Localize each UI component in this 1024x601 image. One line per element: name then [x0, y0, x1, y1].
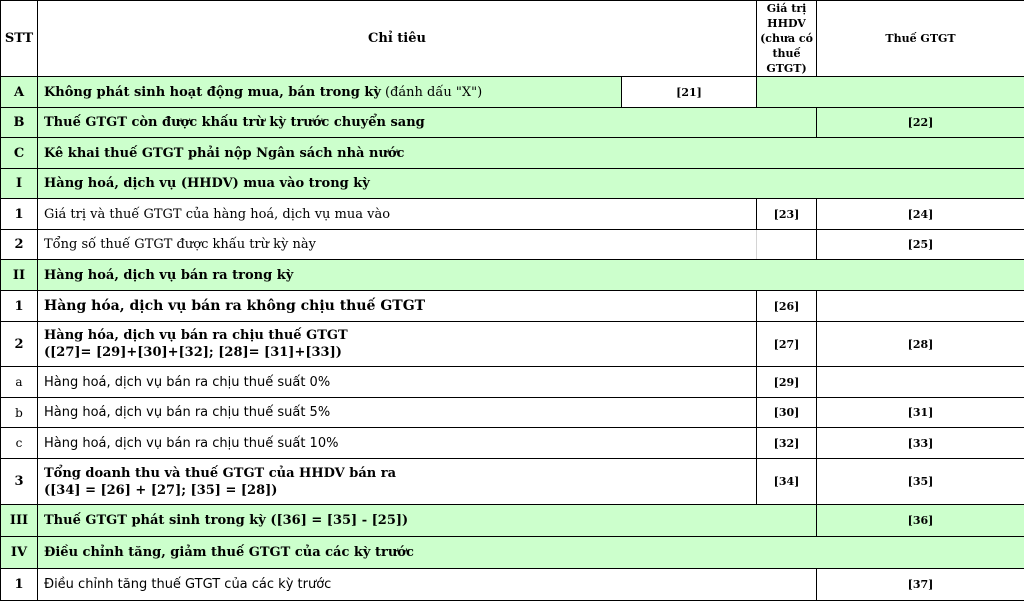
row-iic-label: Hàng hoá, dịch vụ bán ra chịu thuế suất 10% [38, 428, 757, 459]
row-i1-stt: 1 [1, 199, 38, 230]
row-i2-code2: [25] [908, 238, 934, 251]
row-ii2-label [38, 322, 757, 367]
row-iv1-stt: 1 [1, 569, 38, 601]
row-ii1-code1-cell[interactable] [757, 291, 817, 322]
row-ii2-code1-cell[interactable] [757, 322, 817, 367]
row-ii1-empty [817, 291, 1024, 322]
row-iv1-code2: [37] [908, 578, 934, 591]
row-i2-code2-cell[interactable] [817, 230, 1024, 260]
row-ii3-code1-cell[interactable] [757, 459, 817, 505]
row-i1-code2: [24] [908, 208, 934, 221]
row-iib [1, 398, 1024, 428]
row-ii-stt: II [1, 260, 38, 291]
row-iib-code1-cell[interactable] [757, 398, 817, 428]
row-iia [1, 367, 1024, 398]
row-b [1, 108, 1024, 138]
row-iic-stt: c [1, 428, 38, 459]
header-stt: STT [1, 1, 38, 77]
row-ii3-code1: [34] [774, 475, 800, 488]
row-iv-stt: IV [1, 537, 38, 569]
row-iib-code2: [31] [908, 406, 934, 419]
row-b-stt: B [1, 108, 38, 138]
row-iic-code2-cell[interactable] [817, 428, 1024, 459]
row-a [1, 77, 1024, 108]
row-a-empty [757, 77, 1024, 108]
row-ii3-code2: [35] [908, 475, 934, 488]
row-iv [1, 537, 1024, 569]
row-c [1, 138, 1024, 169]
row-b-code: [22] [908, 116, 934, 129]
row-ii1-label: Hàng hóa, dịch vụ bán ra không chịu thuế GTGT [38, 291, 757, 322]
row-b-label: Thuế GTGT còn được khấu trừ kỳ trước chuyển sang [38, 108, 817, 138]
row-iv1-label: Điều chỉnh tăng thuế GTGT của các kỳ trước [38, 569, 817, 601]
row-iic-code2: [33] [908, 437, 934, 450]
row-iv-label: Điều chỉnh tăng, giảm thuế GTGT của các kỳ trước [38, 537, 1024, 569]
row-ii2-line2: ([27]= [29]+[30]+[32]; [28]= [31]+[33]) [44, 344, 756, 361]
header-chi-tieu: Chỉ tiêu [38, 1, 757, 77]
row-iib-code2-cell[interactable] [817, 398, 1024, 428]
row-ii1-stt: 1 [1, 291, 38, 322]
row-iii-label: Thuế GTGT phát sinh trong kỳ ([36] = [35] - [25]) [38, 505, 817, 537]
row-iii-code2: [36] [908, 514, 934, 527]
row-ii3-code2-cell[interactable] [817, 459, 1024, 505]
row-i1-code1: [23] [774, 208, 800, 221]
row-iii-stt: III [1, 505, 38, 537]
row-a-code-cell[interactable] [622, 77, 757, 108]
row-iib-stt: b [1, 398, 38, 428]
row-i1-code1-cell[interactable] [757, 199, 817, 230]
row-c-label: Kê khai thuế GTGT phải nộp Ngân sách nhà nước [38, 138, 1024, 169]
row-iia-code1: [29] [774, 376, 800, 389]
row-ii1-code1: [26] [774, 300, 800, 313]
row-a-label-bold: Không phát sinh hoạt động mua, bán trong kỳ [44, 85, 381, 100]
row-ii3-stt: 3 [1, 459, 38, 505]
row-ii2-line1: Hàng hóa, dịch vụ bán ra chịu thuế GTGT [44, 327, 756, 344]
row-ii2-code1: [27] [774, 338, 800, 351]
row-i2 [1, 230, 1024, 260]
row-a-label-normal: (đánh dấu "X") [381, 85, 482, 100]
row-ii2-code2-cell[interactable] [817, 322, 1024, 367]
row-i1-code2-cell[interactable] [817, 199, 1024, 230]
row-ii3 [1, 459, 1024, 505]
row-ii [1, 260, 1024, 291]
row-iic-code1: [32] [774, 437, 800, 450]
header-row [1, 1, 1024, 77]
row-ii2 [1, 322, 1024, 367]
row-iic-code1-cell[interactable] [757, 428, 817, 459]
row-iia-code1-cell[interactable] [757, 367, 817, 398]
row-iii-code2-cell[interactable] [817, 505, 1024, 537]
row-i-stt: I [1, 169, 38, 199]
row-a-label [38, 77, 622, 108]
row-iib-code1: [30] [774, 406, 800, 419]
row-ii2-code2: [28] [908, 338, 934, 351]
row-ii3-line1: Tổng doanh thu và thuế GTGT của HHDV bán ra [44, 465, 756, 482]
row-a-stt: A [1, 77, 38, 108]
header-thue: Thuế GTGT [817, 1, 1024, 77]
header-gia-tri [757, 1, 817, 77]
row-i1 [1, 199, 1024, 230]
row-ii2-stt: 2 [1, 322, 38, 367]
row-ii3-label [38, 459, 757, 505]
row-iii [1, 505, 1024, 537]
header-gia-tri-line1: Giá trị HHDV [757, 1, 816, 31]
row-ii1 [1, 291, 1024, 322]
row-ii-label: Hàng hoá, dịch vụ bán ra trong kỳ [38, 260, 1024, 291]
row-ii3-line2: ([34] = [26] + [27]; [35] = [28]) [44, 482, 756, 499]
row-i2-stt: 2 [1, 230, 38, 260]
row-a-code: [21] [676, 86, 702, 99]
row-iia-empty [817, 367, 1024, 398]
row-i-label: Hàng hoá, dịch vụ (HHDV) mua vào trong kỳ [38, 169, 1024, 199]
row-c-stt: C [1, 138, 38, 169]
row-iia-label: Hàng hoá, dịch vụ bán ra chịu thuế suất 0% [38, 367, 757, 398]
row-b-code-cell[interactable] [817, 108, 1024, 138]
row-iv1-code2-cell[interactable] [817, 569, 1024, 601]
row-iic [1, 428, 1024, 459]
row-i2-label: Tổng số thuế GTGT được khấu trừ kỳ này [38, 230, 757, 260]
row-iv1 [1, 569, 1024, 601]
row-i [1, 169, 1024, 199]
row-iib-label: Hàng hoá, dịch vụ bán ra chịu thuế suất 5% [38, 398, 757, 428]
row-i2-empty [757, 230, 817, 260]
header-gia-tri-line2: (chưa có thuế GTGT) [757, 31, 816, 76]
row-iia-stt: a [1, 367, 38, 398]
row-i1-label: Giá trị và thuế GTGT của hàng hoá, dịch vụ mua vào [38, 199, 757, 230]
